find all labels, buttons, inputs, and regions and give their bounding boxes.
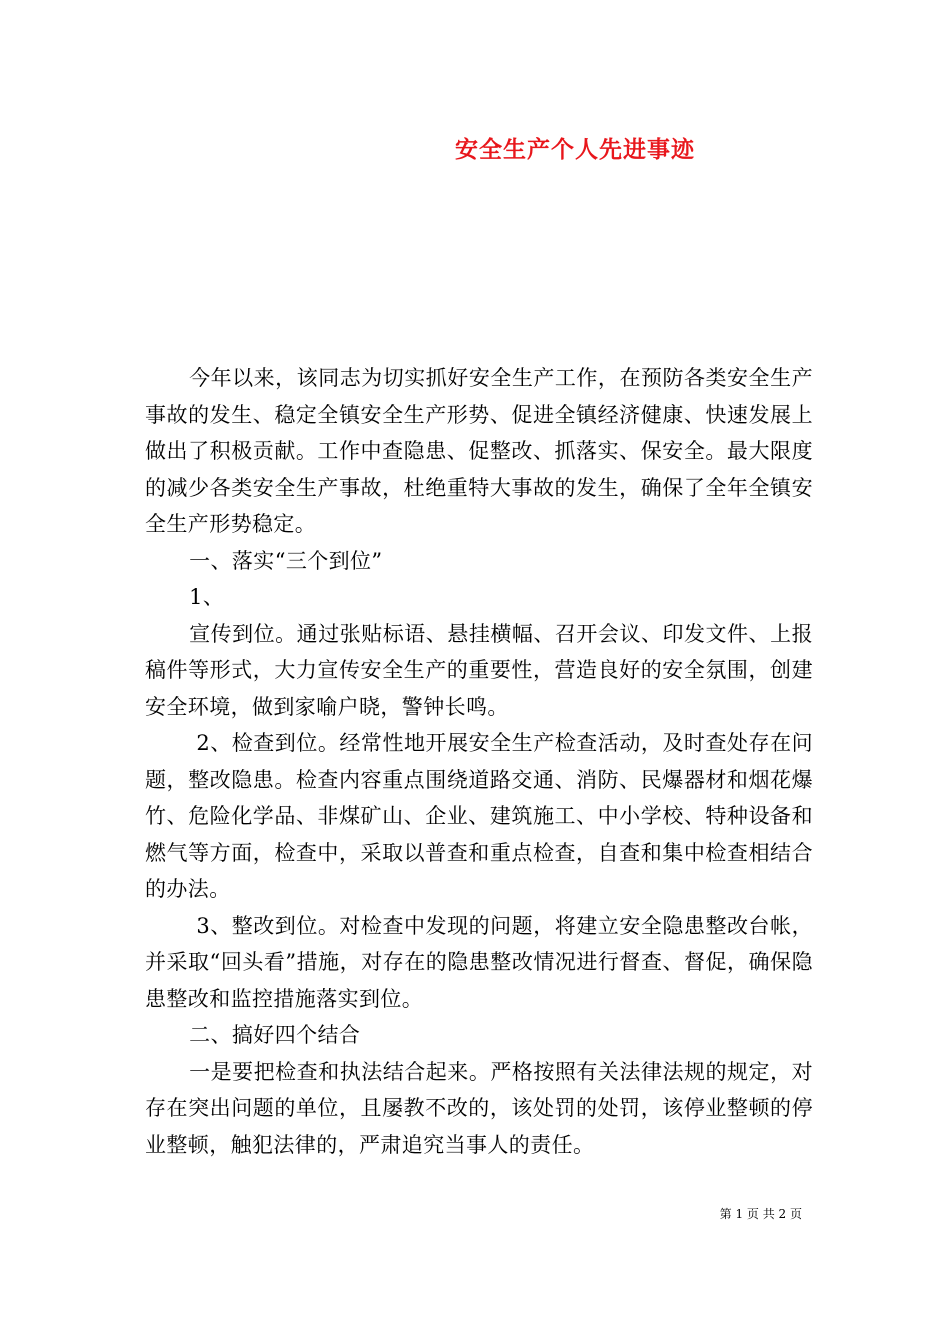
paragraph-enforcement: 一是要把检查和执法结合起来。严格按照有关法律法规的规定，对存在突出问题的单位，且屡教不改的，该处罚的处罚，该停业整顿的停业整顿，触犯法律的，严肃追究当事人的责任。 [145, 1059, 813, 1157]
section-heading-one: 一、落实“三个到位” [189, 548, 383, 573]
document-title: 安全生产个人先进事迹 [455, 136, 695, 163]
paragraph-inspection: 2、检查到位。经常性地开展安全生产检查活动，及时查处存在问题，整改隐患。检查内容重点围绕道路交通、消防、民爆器材和烟花爆竹、危险化学品、非煤矿山、企业、建筑施工、中小学校、特种设备和燃气等方面，检查中，采取以普查和重点检查，自查和集中检查相结合的办法。 [145, 731, 813, 901]
paragraph-publicity: 宣传到位。通过张贴标语、悬挂横幅、召开会议、印发文件、上报稿件等形式，大力宣传安全生产的重要性，营造良好的安全氛围，创建安全环境，做到家喻户晓，警钟长鸣。 [145, 621, 813, 719]
item-number-one: 1、 [189, 585, 225, 609]
paragraph-rectification: 3、整改到位。对检查中发现的问题，将建立安全隐患整改台帐，并采取“回头看”措施，对存在的隐患整改情况进行督查、督促，确保隐患整改和监控措施落实到位。 [145, 913, 813, 1011]
page-number: 第 1 页 共 2 页 [719, 1207, 802, 1221]
section-heading-two: 二、搞好四个结合 [189, 1023, 361, 1047]
document-body [145, 360, 813, 1163]
paragraph-intro: 今年以来，该同志为切实抓好安全生产工作，在预防各类安全生产事故的发生、稳定全镇安全生产形势、促进全镇经济健康、快速发展上做出了积极贡献。工作中查隐患、促整改、抓落实、保安全。最大限度的减少各类安全生产事故，杜绝重特大事故的发生，确保了全年全镇安全生产形势稳定。 [145, 366, 813, 536]
